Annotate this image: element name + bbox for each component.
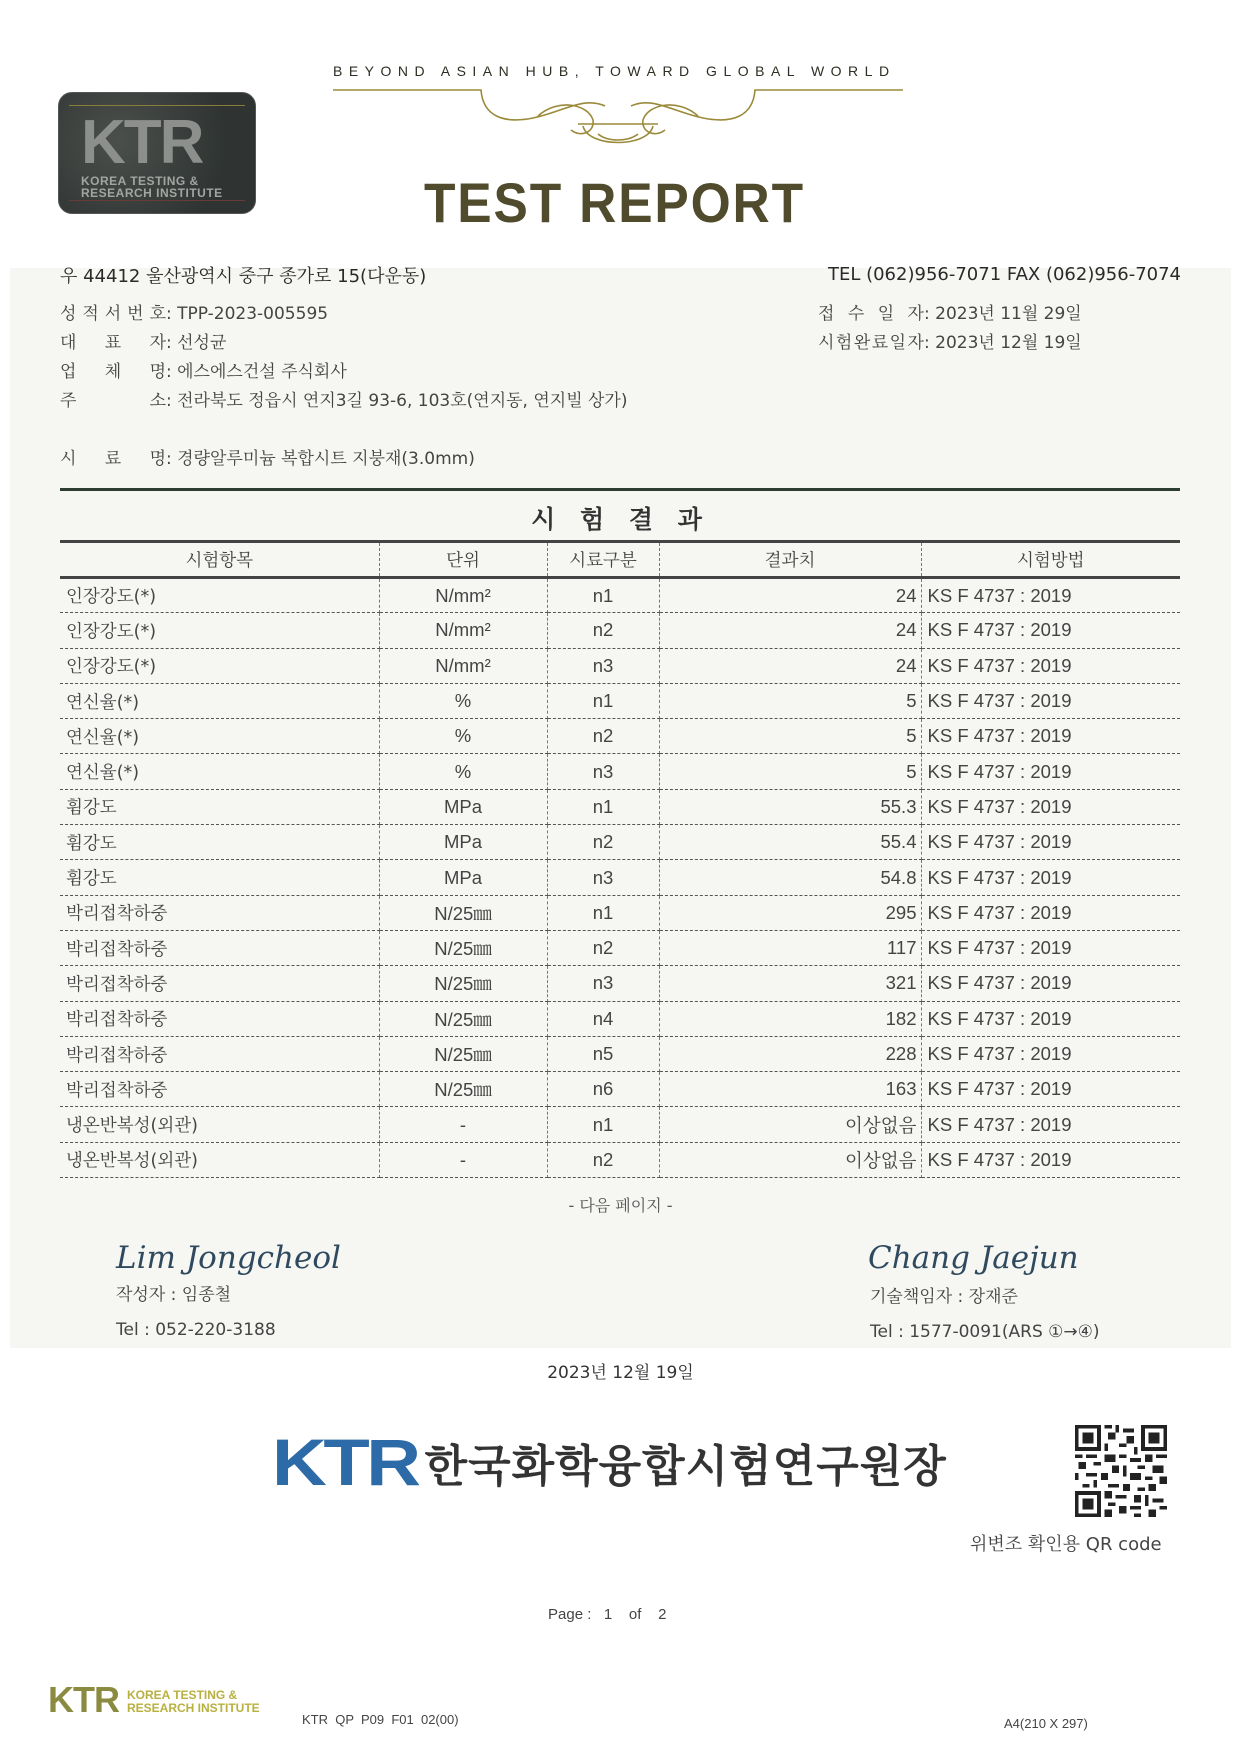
total-pages: 2: [658, 1606, 667, 1623]
completed-date-value: : 2023년 12월 19일: [924, 333, 1082, 353]
completed-date-label: 시 험 완 료 일 자: [818, 333, 924, 353]
report-number-value: : TPP-2023-005595: [166, 304, 329, 324]
cell-test-item: 박리접착하중: [60, 895, 379, 930]
page-title: TEST REPORT: [424, 171, 805, 234]
cell-test-item: 박리접착하중: [60, 1072, 379, 1107]
cell-test-item: 박리접착하중: [60, 1001, 379, 1036]
table-row: [60, 754, 1180, 789]
cell-result: 이상없음: [659, 1142, 921, 1177]
cell-test-item: 냉온반복성(외관): [60, 1142, 379, 1177]
cell-test-item: 휨강도: [60, 860, 379, 895]
table-row: [60, 860, 1180, 895]
cell-unit: -: [379, 1142, 547, 1177]
cell-unit: N/25㎜: [379, 1072, 547, 1107]
cell-unit: %: [379, 683, 547, 718]
cell-result: 24: [659, 613, 921, 648]
cell-sample: n1: [547, 789, 659, 824]
technical-manager-signature: Chang Jaejun: [868, 1240, 1079, 1276]
cell-result: 5: [659, 719, 921, 754]
table-row: [60, 648, 1180, 683]
qr-caption: 위변조 확인용 QR code: [970, 1534, 1162, 1555]
company-value: : 에스에스건설 주식회사: [166, 362, 347, 382]
cell-method: KS F 4737 : 2019: [921, 895, 1180, 930]
representative-label: 대 표 자: [60, 333, 166, 353]
cell-method: KS F 4737 : 2019: [921, 1142, 1180, 1177]
cell-method: KS F 4737 : 2019: [921, 789, 1180, 824]
table-row: [60, 613, 1180, 648]
report-number-row: [60, 300, 628, 329]
cell-sample: n3: [547, 966, 659, 1001]
cell-test-item: 연신율(*): [60, 683, 379, 718]
sample-name-label: 시 료 명: [60, 449, 166, 469]
cell-unit: N/mm²: [379, 613, 547, 648]
table-row: [60, 1072, 1180, 1107]
sample-name-value: : 경량알루미늄 복합시트 지붕재(3.0mm): [166, 449, 475, 469]
logo-mark: KTR: [81, 108, 203, 177]
cell-method: KS F 4737 : 2019: [921, 683, 1180, 718]
cell-method: KS F 4737 : 2019: [921, 754, 1180, 789]
cell-unit: MPa: [379, 789, 547, 824]
cell-method: KS F 4737 : 2019: [921, 825, 1180, 860]
paper-size: A4(210 X 297): [1004, 1716, 1088, 1731]
cell-result: 이상없음: [659, 1107, 921, 1142]
report-info-right: [818, 300, 1082, 358]
footer-logo: [48, 1679, 260, 1720]
cell-result: 163: [659, 1072, 921, 1107]
ornament-flourish-icon: [333, 86, 903, 152]
ktr-logo: KTR: [272, 1425, 418, 1499]
divider: [69, 105, 245, 106]
cell-result: 24: [659, 578, 921, 613]
cell-method: KS F 4737 : 2019: [921, 860, 1180, 895]
client-address-row: [60, 387, 628, 416]
column-header-unit: 단위: [379, 542, 547, 578]
cell-unit: N/25㎜: [379, 1036, 547, 1071]
table-row: [60, 719, 1180, 754]
organization-brand: [272, 1424, 947, 1500]
cell-test-item: 박리접착하중: [60, 930, 379, 965]
received-date-value: : 2023년 11월 29일: [924, 304, 1082, 324]
cell-unit: %: [379, 754, 547, 789]
cell-result: 321: [659, 966, 921, 1001]
cell-sample: n1: [547, 683, 659, 718]
cell-sample: n3: [547, 754, 659, 789]
cell-unit: N/25㎜: [379, 1001, 547, 1036]
representative-row: [60, 329, 628, 358]
results-table: [60, 540, 1180, 1178]
cell-unit: %: [379, 719, 547, 754]
footer-ktr-mark: KTR: [48, 1679, 119, 1720]
cell-sample: n2: [547, 1142, 659, 1177]
cell-method: KS F 4737 : 2019: [921, 648, 1180, 683]
institute-tel-fax: TEL (062)956-7071 FAX (062)956-7074: [827, 264, 1181, 285]
cell-result: 117: [659, 930, 921, 965]
cell-sample: n1: [547, 895, 659, 930]
table-row: [60, 1001, 1180, 1036]
cell-result: 5: [659, 683, 921, 718]
institute-address: 우 44412 울산광역시 중구 종가로 15(다운동): [60, 266, 427, 287]
table-row: [60, 966, 1180, 1001]
cell-test-item: 박리접착하중: [60, 966, 379, 1001]
cell-sample: n3: [547, 648, 659, 683]
author-tel: Tel : 052-220-3188: [116, 1320, 276, 1340]
cell-method: KS F 4737 : 2019: [921, 1072, 1180, 1107]
author-name: 작성자 : 임종철: [116, 1285, 232, 1305]
column-header-method: 시험방법: [921, 542, 1180, 578]
table-row: [60, 930, 1180, 965]
column-header-result: 결과치: [659, 542, 921, 578]
section-title: 시 험 결 과: [531, 505, 710, 534]
table-row: [60, 578, 1180, 613]
table-row: [60, 895, 1180, 930]
cell-result: 55.4: [659, 825, 921, 860]
table-row: [60, 1142, 1180, 1177]
cell-unit: N/mm²: [379, 648, 547, 683]
cell-sample: n3: [547, 860, 659, 895]
issue-date: 2023년 12월 19일: [547, 1363, 694, 1383]
table-row: [60, 1036, 1180, 1071]
table-row: [60, 1107, 1180, 1142]
cell-test-item: 박리접착하중: [60, 1036, 379, 1071]
cell-result: 5: [659, 754, 921, 789]
cell-method: KS F 4737 : 2019: [921, 966, 1180, 1001]
client-address-value: : 전라북도 정읍시 연지3길 93-6, 103호(연지동, 연지빌 상가): [166, 391, 628, 411]
slogan: BEYOND ASIAN HUB, TOWARD GLOBAL WORLD: [333, 63, 896, 79]
table-header-row: [60, 542, 1180, 578]
author-block: [116, 1278, 276, 1348]
client-address-label: 주 소: [60, 391, 166, 411]
report-number-label: 성 적 서 번 호: [60, 304, 166, 324]
cell-method: KS F 4737 : 2019: [921, 1107, 1180, 1142]
cell-test-item: 인장강도(*): [60, 578, 379, 613]
cell-test-item: 휨강도: [60, 825, 379, 860]
cell-result: 295: [659, 895, 921, 930]
table-row: [60, 683, 1180, 718]
cell-method: KS F 4737 : 2019: [921, 578, 1180, 613]
footer-institute-name: KOREA TESTING & RESEARCH INSTITUTE: [127, 1688, 260, 1715]
cell-result: 54.8: [659, 860, 921, 895]
cell-result: 24: [659, 648, 921, 683]
cell-unit: N/25㎜: [379, 966, 547, 1001]
cell-sample: n2: [547, 825, 659, 860]
cell-test-item: 냉온반복성(외관): [60, 1107, 379, 1142]
cell-method: KS F 4737 : 2019: [921, 1036, 1180, 1071]
ktr-logo-badge: [58, 92, 256, 214]
cell-test-item: 휨강도: [60, 789, 379, 824]
author-signature: Lim Jongcheol: [116, 1240, 341, 1276]
cell-method: KS F 4737 : 2019: [921, 930, 1180, 965]
cell-sample: n1: [547, 1107, 659, 1142]
cell-result: 228: [659, 1036, 921, 1071]
representative-value: : 선성균: [166, 333, 227, 353]
cell-result: 182: [659, 1001, 921, 1036]
qr-code-icon[interactable]: [1074, 1425, 1168, 1517]
cell-result: 55.3: [659, 789, 921, 824]
table-row: [60, 825, 1180, 860]
section-divider: [60, 488, 1180, 491]
technical-manager-tel: Tel : 1577-0091(ARS ①→④): [870, 1322, 1100, 1342]
report-info-left: [60, 300, 628, 416]
current-page: 1: [603, 1606, 613, 1623]
table-row: [60, 789, 1180, 824]
cell-test-item: 연신율(*): [60, 719, 379, 754]
logo-line1: KOREA TESTING &: [81, 174, 199, 188]
cell-sample: n1: [547, 578, 659, 613]
continued-notice: - 다음 페이지 -: [568, 1196, 673, 1215]
divider: [69, 200, 245, 201]
cell-method: KS F 4737 : 2019: [921, 719, 1180, 754]
cell-unit: -: [379, 1107, 547, 1142]
received-date-label: 접 수 일 자: [818, 304, 924, 324]
company-label: 업 체 명: [60, 362, 166, 382]
cell-sample: n4: [547, 1001, 659, 1036]
completed-date-row: [818, 329, 1082, 358]
received-date-row: [818, 300, 1082, 329]
page-indicator: Page : 1 of 2: [548, 1606, 667, 1623]
cell-method: KS F 4737 : 2019: [921, 613, 1180, 648]
logo-line2: RESEARCH INSTITUTE: [81, 186, 223, 200]
form-code: KTR QP P09 F01 02(00): [302, 1712, 459, 1727]
cell-sample: n6: [547, 1072, 659, 1107]
cell-test-item: 인장강도(*): [60, 648, 379, 683]
column-header-test-item: 시험항목: [60, 542, 379, 578]
cell-sample: n2: [547, 719, 659, 754]
cell-test-item: 연신율(*): [60, 754, 379, 789]
logo-subtitle: [81, 175, 223, 199]
organization-name: 한국화학융합시험연구원장: [424, 1441, 947, 1492]
cell-unit: MPa: [379, 860, 547, 895]
cell-unit: N/25㎜: [379, 930, 547, 965]
company-row: [60, 358, 628, 387]
technical-manager-block: [870, 1280, 1100, 1350]
cell-sample: n2: [547, 930, 659, 965]
cell-sample: n2: [547, 613, 659, 648]
cell-unit: N/mm²: [379, 578, 547, 613]
cell-unit: MPa: [379, 825, 547, 860]
cell-method: KS F 4737 : 2019: [921, 1001, 1180, 1036]
cell-unit: N/25㎜: [379, 895, 547, 930]
sample-name-row: [60, 444, 475, 469]
cell-test-item: 인장강도(*): [60, 613, 379, 648]
column-header-sample: 시료구분: [547, 542, 659, 578]
technical-manager-name: 기술책임자 : 장재준: [870, 1287, 1018, 1307]
cell-sample: n5: [547, 1036, 659, 1071]
